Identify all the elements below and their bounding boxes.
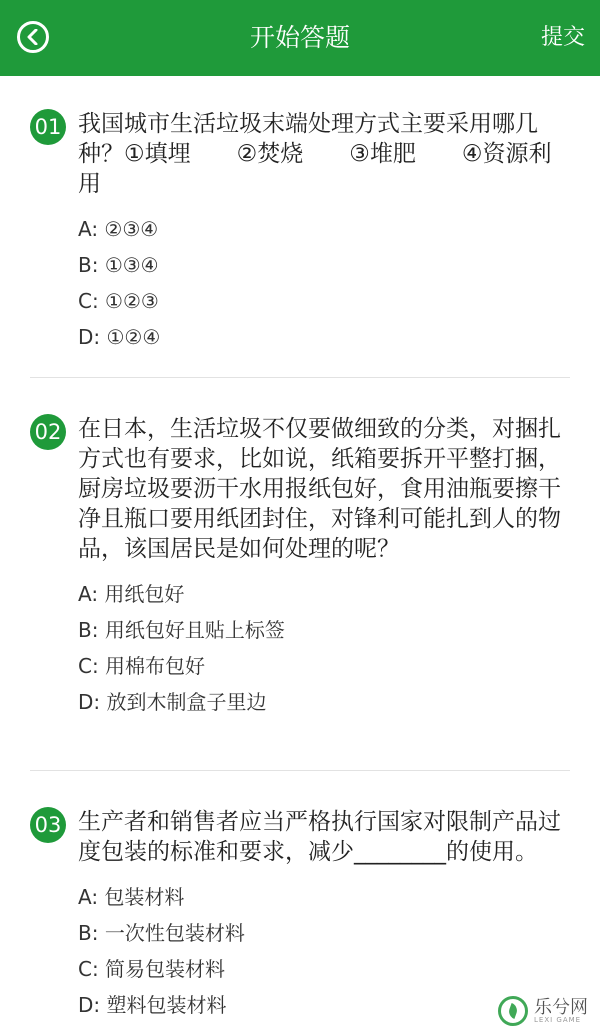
- leaf-logo-icon: [498, 996, 528, 1026]
- option-a[interactable]: A: ②③④: [78, 217, 159, 241]
- watermark: [498, 996, 588, 1026]
- option-a[interactable]: A: 包装材料: [78, 885, 185, 909]
- submit-button[interactable]: 提交: [540, 25, 585, 50]
- option-a[interactable]: A: 用纸包好: [78, 582, 185, 606]
- question-text: 我国城市生活垃圾末端处理方式主要采用哪几种？①填埋 ②焚烧 ③堆肥 ④资源利用: [78, 111, 552, 197]
- option-b[interactable]: B: ①③④: [78, 253, 159, 277]
- option-c[interactable]: C: 用棉布包好: [78, 654, 206, 678]
- question-number: 01: [30, 109, 66, 145]
- question-number: 03: [30, 807, 66, 843]
- question-item: [0, 378, 600, 770]
- option-c[interactable]: C: ①②③: [78, 289, 159, 313]
- question-number: 02: [30, 414, 66, 450]
- option-d[interactable]: D: 塑料包装材料: [78, 993, 227, 1017]
- question-text: 在日本，生活垃圾不仅要做细致的分类，对捆扎方式也有要求，比如说，纸箱要拆开平整打捆，厨房垃圾要沥干水用报纸包好，食用油瓶要擦干净且瓶口要用纸团封住，对锋利可能扎到人的物品，该国居民是如何处理的呢？: [78, 416, 561, 562]
- option-b[interactable]: B: 用纸包好且贴上标签: [78, 618, 285, 642]
- question-item: [0, 76, 600, 377]
- watermark-subtitle: LEXI GAME: [534, 1015, 582, 1024]
- question-item: [0, 771, 600, 1023]
- option-d[interactable]: D: 放到木制盒子里边: [78, 690, 267, 714]
- question-list: [0, 76, 600, 1023]
- app-header: [0, 0, 600, 76]
- option-c[interactable]: C: 简易包装材料: [78, 957, 226, 981]
- watermark-name: 乐兮网: [534, 996, 588, 1018]
- question-text: 生产者和销售者应当严格执行国家对限制产品过度包装的标准和要求，减少________的使用。: [78, 809, 561, 865]
- option-b[interactable]: B: 一次性包装材料: [78, 921, 245, 945]
- page-title: 开始答题: [249, 23, 350, 52]
- option-d[interactable]: D: ①②④: [78, 325, 161, 349]
